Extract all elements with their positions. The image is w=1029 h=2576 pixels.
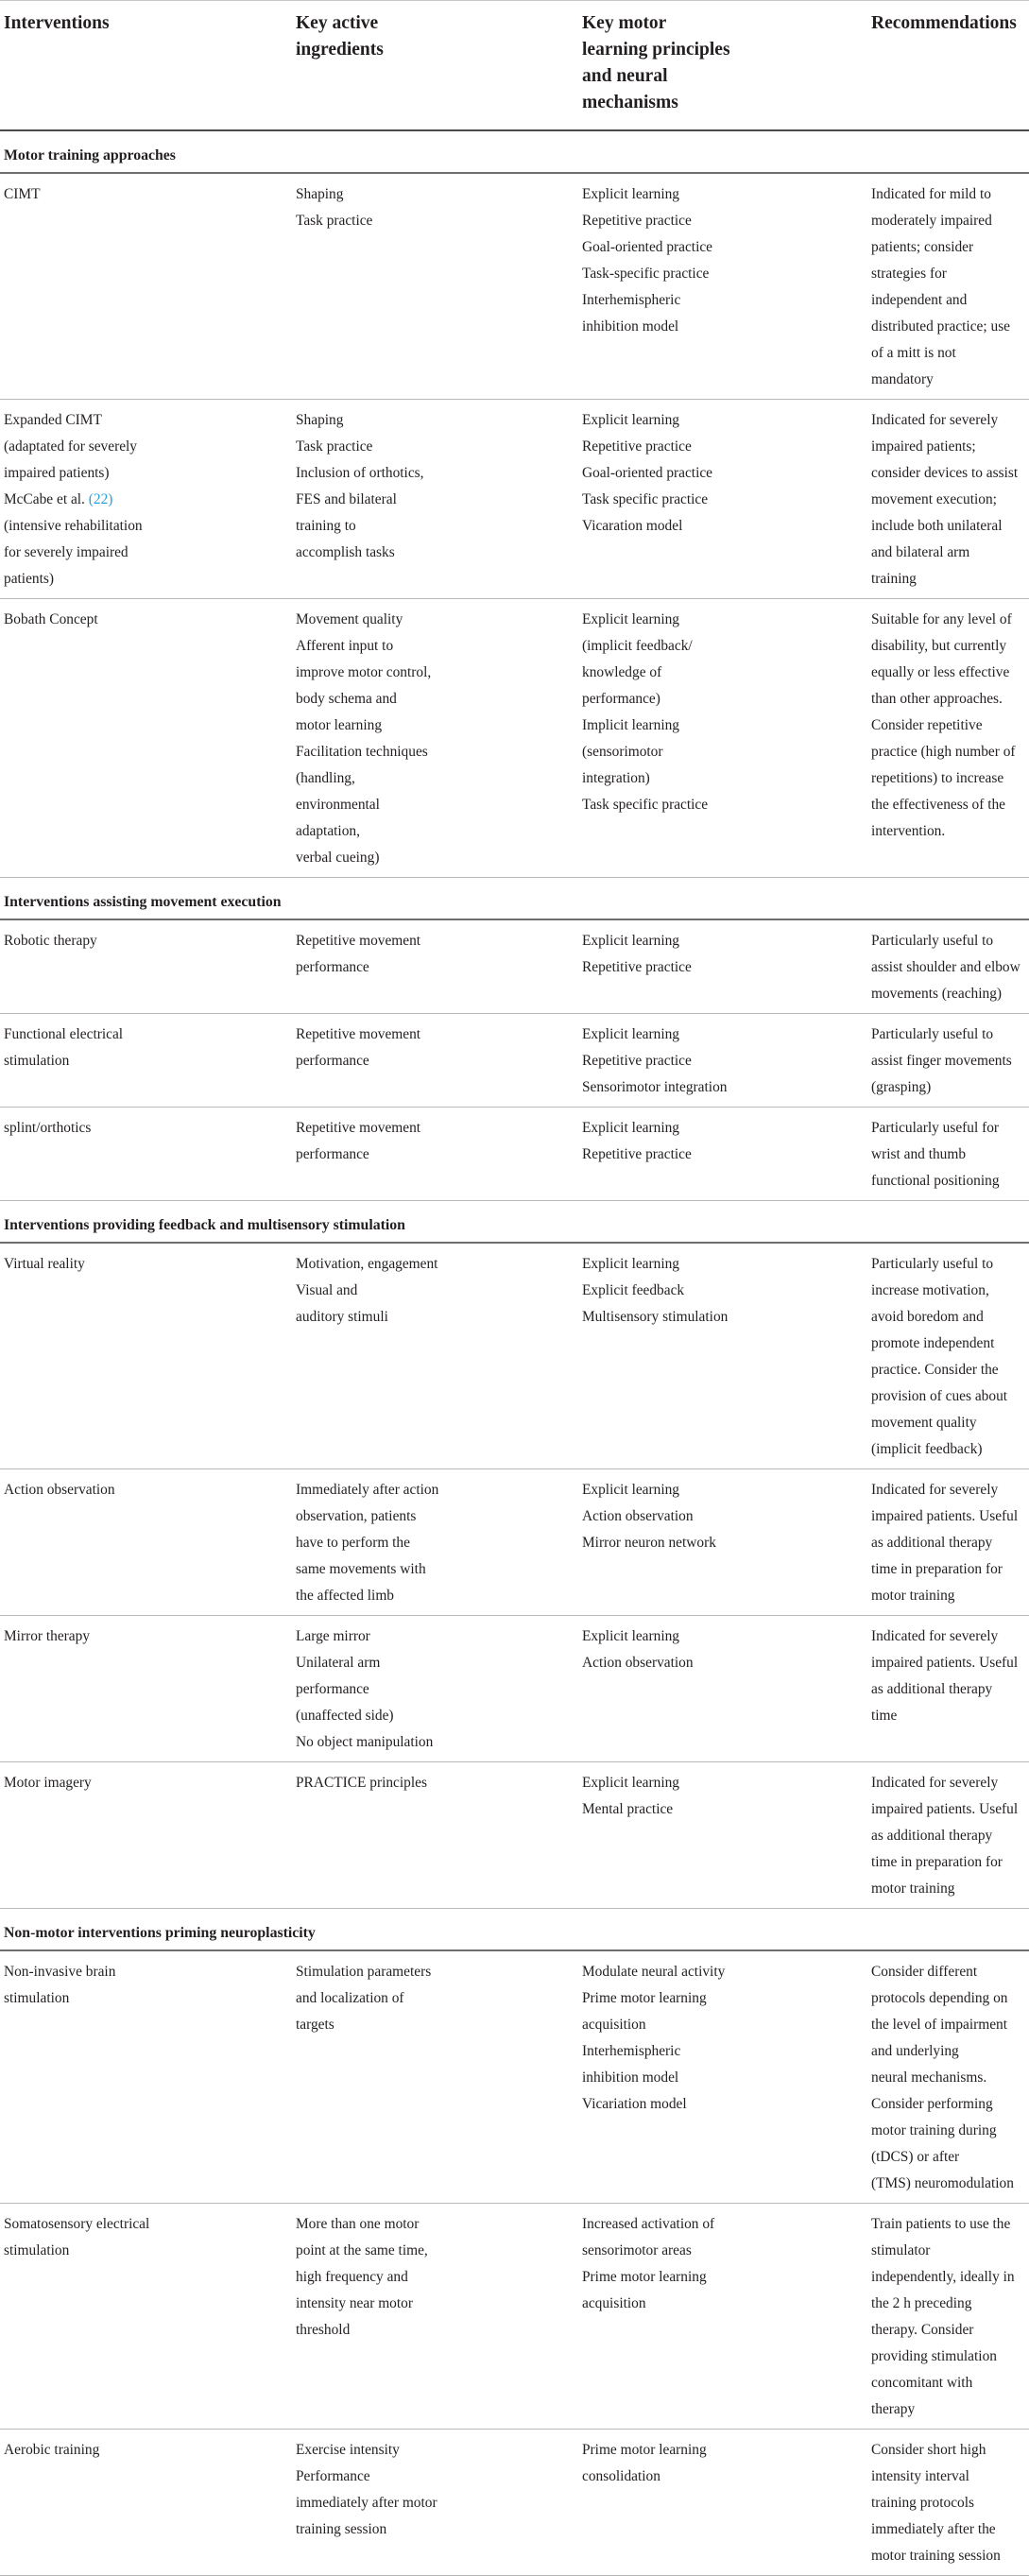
cell-line: Particularly useful to xyxy=(871,933,994,949)
cell-line: Consider short high xyxy=(871,2442,986,2458)
recommendations-cell xyxy=(871,1950,1029,2204)
cell-line: Mental practice xyxy=(582,1801,674,1817)
header-line: Recommendations xyxy=(871,13,1017,33)
cell-line: Bobath Concept xyxy=(4,611,98,627)
cell-line: stimulation xyxy=(4,1053,70,1069)
cell-line: performance xyxy=(296,1053,369,1069)
cell-line: movement execution; xyxy=(871,491,997,507)
cell-line: the level of impairment xyxy=(871,2017,1008,2033)
cell-line: stimulation xyxy=(4,1990,70,2006)
cell-line: independent and xyxy=(871,292,968,308)
cell-line: Explicit learning xyxy=(582,1120,680,1136)
cell-line: Repetitive movement xyxy=(296,1026,421,1042)
section-heading: Non-motor interventions priming neuroplasticity xyxy=(0,1909,1029,1951)
principles-cell xyxy=(582,1108,871,1201)
cell-line: Task-specific practice xyxy=(582,266,710,282)
cell-line: knowledge of xyxy=(582,664,662,680)
cell-line: performance) xyxy=(582,691,660,707)
ingredients-cell xyxy=(291,1108,582,1201)
cell-line: Consider different xyxy=(871,1964,978,1980)
ingredients-cell xyxy=(291,1950,582,2204)
principles-cell xyxy=(582,2204,871,2430)
cell-line: independently, ideally in xyxy=(871,2269,1015,2285)
cell-line: assist finger movements xyxy=(871,1053,1012,1069)
cell-line: strategies for xyxy=(871,266,947,282)
ingredients-cell xyxy=(291,1469,582,1616)
header-line: Interventions xyxy=(4,13,110,33)
cell-line: Consider performing xyxy=(871,2096,993,2112)
cell-line: Functional electrical xyxy=(4,1026,124,1042)
header-key-motor-learning-principles xyxy=(582,1,871,131)
cell-line: Train patients to use the xyxy=(871,2216,1011,2232)
intervention-cell xyxy=(0,1469,291,1616)
cell-line: include both unilateral xyxy=(871,518,1003,534)
cell-line: movement quality xyxy=(871,1415,977,1431)
cell-line: Consider repetitive xyxy=(871,717,983,733)
cell-line: (TMS) neuromodulation xyxy=(871,2175,1014,2191)
cell-line: PRACTICE principles xyxy=(296,1775,427,1791)
cell-line: patients) xyxy=(4,571,54,587)
cell-line: therapy xyxy=(871,2401,916,2417)
cell-line: threshold xyxy=(296,2322,351,2338)
recommendations-cell xyxy=(871,1762,1029,1909)
intervention-cell xyxy=(0,1014,291,1108)
cell-line: performance xyxy=(296,1681,369,1697)
table-row xyxy=(0,1243,1029,1469)
principles-cell xyxy=(582,919,871,1014)
cell-line: Virtual reality xyxy=(4,1256,85,1272)
cell-line: performance xyxy=(296,1146,369,1162)
header-line: mechanisms xyxy=(582,93,678,112)
cell-line: (tDCS) or after xyxy=(871,2149,960,2165)
cell-line: as additional therapy xyxy=(871,1535,993,1551)
cell-line: motor learning xyxy=(296,717,383,733)
cell-line: Unilateral arm xyxy=(296,1655,381,1671)
cell-line: movements (reaching) xyxy=(871,986,1003,1002)
principles-cell xyxy=(582,1469,871,1616)
table-row xyxy=(0,1762,1029,1909)
cell-line: Indicated for severely xyxy=(871,1482,999,1498)
cell-line: Interhemispheric xyxy=(582,292,681,308)
cell-line: Shaping xyxy=(296,412,344,428)
ingredients-cell xyxy=(291,1616,582,1762)
section-heading: Interventions providing feedback and multisensory stimulation xyxy=(0,1201,1029,1244)
cell-line: impaired patients. Useful xyxy=(871,1655,1019,1671)
cell-line: Explicit feedback xyxy=(582,1282,685,1298)
header-line: ingredients xyxy=(296,40,384,60)
ingredients-cell xyxy=(291,1762,582,1909)
cell-line: protocols depending on xyxy=(871,1990,1008,2006)
cell-line: training protocols xyxy=(871,2495,974,2511)
cell-line: impaired patients; xyxy=(871,438,976,455)
cell-line: Explicit learning xyxy=(582,611,680,627)
recommendations-cell xyxy=(871,1616,1029,1762)
cell-line: Task specific practice xyxy=(582,797,709,813)
cell-line: intervention. xyxy=(871,823,946,839)
citation-link[interactable]: (22) xyxy=(88,491,113,507)
cell-line: Interhemispheric xyxy=(582,2043,681,2059)
ingredients-cell xyxy=(291,400,582,599)
header-interventions xyxy=(0,1,291,131)
cell-line: Non-invasive brain xyxy=(4,1964,116,1980)
table-row xyxy=(0,2204,1029,2430)
principles-cell xyxy=(582,599,871,878)
cell-line: Large mirror xyxy=(296,1628,370,1644)
cell-line: repetitions) to increase xyxy=(871,770,1004,786)
cell-line: assist shoulder and elbow xyxy=(871,959,1020,975)
cell-line: adaptation, xyxy=(296,823,360,839)
cell-line: Multisensory stimulation xyxy=(582,1309,729,1325)
cell-line: Task practice xyxy=(296,213,373,229)
cell-line: the affected limb xyxy=(296,1588,394,1604)
ingredients-cell xyxy=(291,2430,582,2576)
cell-line: Prime motor learning xyxy=(582,2269,707,2285)
cell-line: have to perform the xyxy=(296,1535,410,1551)
cell-line: Repetitive practice xyxy=(582,959,692,975)
cell-line: verbal cueing) xyxy=(296,850,380,866)
header-line: and neural xyxy=(582,66,668,86)
cell-line: practice. Consider the xyxy=(871,1362,999,1378)
cell-line: disability, but currently xyxy=(871,638,1007,654)
cell-line: and localization of xyxy=(296,1990,404,2006)
section-row xyxy=(0,1909,1029,1951)
cell-line: Somatosensory electrical xyxy=(4,2216,150,2232)
cell-line: Performance xyxy=(296,2468,370,2484)
cell-line: promote independent xyxy=(871,1335,995,1351)
intervention-cell xyxy=(0,173,291,400)
cell-line: as additional therapy xyxy=(871,1681,993,1697)
cell-line: immediately after the xyxy=(871,2521,996,2537)
table-body xyxy=(0,130,1029,2576)
principles-cell xyxy=(582,1762,871,1909)
cell-line: motor training session xyxy=(871,2548,1001,2564)
cell-line: motor training during xyxy=(871,2122,997,2138)
cell-line: Repetitive practice xyxy=(582,1053,692,1069)
cell-line: provision of cues about xyxy=(871,1388,1008,1404)
cell-line: mandatory xyxy=(871,371,934,387)
cell-line: Mirror therapy xyxy=(4,1628,91,1644)
cell-line: point at the same time, xyxy=(296,2242,428,2258)
cell-line: body schema and xyxy=(296,691,397,707)
intervention-cell xyxy=(0,2204,291,2430)
cell-line: McCabe et al. (22) xyxy=(4,491,113,507)
cell-line: Visual and xyxy=(296,1282,358,1298)
ingredients-cell xyxy=(291,599,582,878)
cell-line: observation, patients xyxy=(296,1508,417,1524)
cell-line: Particularly useful to xyxy=(871,1256,994,1272)
cell-line: Robotic therapy xyxy=(4,933,97,949)
cell-line: Indicated for severely xyxy=(871,1775,999,1791)
cell-line: acquisition xyxy=(582,2017,646,2033)
cell-line: motor training xyxy=(871,1588,955,1604)
cell-line: patients; consider xyxy=(871,239,974,255)
cell-line: distributed practice; use xyxy=(871,318,1011,335)
cell-line: increase motivation, xyxy=(871,1282,989,1298)
cell-line: auditory stimuli xyxy=(296,1309,388,1325)
cell-line: integration) xyxy=(582,770,650,786)
section-heading: Interventions assisting movement execution xyxy=(0,878,1029,920)
cell-line: Prime motor learning xyxy=(582,2442,707,2458)
cell-line: sensorimotor areas xyxy=(582,2242,692,2258)
cell-line: Action observation xyxy=(582,1508,694,1524)
cell-line: immediately after motor xyxy=(296,2495,437,2511)
cell-line: Indicated for mild to xyxy=(871,186,991,202)
cell-line: Increased activation of xyxy=(582,2216,715,2232)
cell-line: consolidation xyxy=(582,2468,660,2484)
intervention-cell xyxy=(0,1243,291,1469)
recommendations-cell xyxy=(871,919,1029,1014)
cell-line: Explicit learning xyxy=(582,1775,680,1791)
cell-line: Explicit learning xyxy=(582,1026,680,1042)
header-recommendations xyxy=(871,1,1029,131)
principles-cell xyxy=(582,1616,871,1762)
cell-line: Vicariation model xyxy=(582,2096,687,2112)
principles-cell xyxy=(582,1014,871,1108)
cell-line: splint/orthotics xyxy=(4,1120,92,1136)
cell-line: stimulation xyxy=(4,2242,70,2258)
table-row xyxy=(0,1616,1029,1762)
ingredients-cell xyxy=(291,2204,582,2430)
intervention-cell xyxy=(0,400,291,599)
cell-line: acquisition xyxy=(582,2295,646,2311)
table-row xyxy=(0,919,1029,1014)
table-row xyxy=(0,1108,1029,1201)
table-row xyxy=(0,173,1029,400)
cell-line: Explicit learning xyxy=(582,1482,680,1498)
cell-line: Sensorimotor integration xyxy=(582,1079,728,1095)
cell-line: inhibition model xyxy=(582,2069,679,2086)
cell-line: Particularly useful for xyxy=(871,1120,1000,1136)
cell-line: inhibition model xyxy=(582,318,679,335)
cell-line: Aerobic training xyxy=(4,2442,100,2458)
cell-line: concomitant with xyxy=(871,2375,973,2391)
cell-line: Vicaration model xyxy=(582,518,683,534)
cell-line: (handling, xyxy=(296,770,355,786)
cell-line: consider devices to assist xyxy=(871,465,1019,481)
recommendations-cell xyxy=(871,1243,1029,1469)
cell-line: time in preparation for xyxy=(871,1561,1003,1577)
recommendations-cell xyxy=(871,1014,1029,1108)
ingredients-cell xyxy=(291,173,582,400)
cell-line: Suitable for any level of xyxy=(871,611,1012,627)
cell-line: Movement quality xyxy=(296,611,403,627)
cell-line: practice (high number of xyxy=(871,744,1016,760)
cell-line: than other approaches. xyxy=(871,691,1003,707)
section-row xyxy=(0,1201,1029,1244)
cell-line: impaired patients. Useful xyxy=(871,1508,1019,1524)
header-line: Key motor xyxy=(582,13,667,33)
section-row xyxy=(0,130,1029,173)
cell-line: motor training xyxy=(871,1880,955,1897)
cell-line: same movements with xyxy=(296,1561,426,1577)
cell-line: Action observation xyxy=(582,1655,694,1671)
principles-cell xyxy=(582,2430,871,2576)
cell-line: high frequency and xyxy=(296,2269,408,2285)
cell-line: Goal-oriented practice xyxy=(582,465,713,481)
cell-line: as additional therapy xyxy=(871,1828,993,1844)
header-line: learning principles xyxy=(582,40,730,60)
cell-line: training session xyxy=(296,2521,387,2537)
cell-line: Implicit learning xyxy=(582,717,680,733)
cell-line: therapy. Consider xyxy=(871,2322,974,2338)
recommendations-cell xyxy=(871,400,1029,599)
cell-line: the 2 h preceding xyxy=(871,2295,972,2311)
ingredients-cell xyxy=(291,1014,582,1108)
cell-line: More than one motor xyxy=(296,2216,420,2232)
cell-line: moderately impaired xyxy=(871,213,992,229)
cell-line: CIMT xyxy=(4,186,41,202)
recommendations-cell xyxy=(871,2430,1029,2576)
table-row xyxy=(0,2430,1029,2576)
principles-cell xyxy=(582,173,871,400)
section-row xyxy=(0,878,1029,920)
ingredients-cell xyxy=(291,919,582,1014)
cell-line: wrist and thumb xyxy=(871,1146,967,1162)
intervention-cell xyxy=(0,1616,291,1762)
cell-line: Task practice xyxy=(296,438,373,455)
cell-line: Mirror neuron network xyxy=(582,1535,716,1551)
cell-line: Explicit learning xyxy=(582,186,680,202)
cell-line: Stimulation parameters xyxy=(296,1964,432,1980)
cell-line: No object manipulation xyxy=(296,1734,434,1750)
cell-line: Facilitation techniques xyxy=(296,744,428,760)
cell-line: (sensorimotor xyxy=(582,744,663,760)
cell-line: Exercise intensity xyxy=(296,2442,400,2458)
cell-line: neural mechanisms. xyxy=(871,2069,987,2086)
cell-line: Goal-oriented practice xyxy=(582,239,713,255)
ingredients-cell xyxy=(291,1243,582,1469)
header-row xyxy=(0,1,1029,131)
cell-line: (implicit feedback) xyxy=(871,1441,983,1457)
cell-line: for severely impaired xyxy=(4,544,129,560)
cell-line: Indicated for severely xyxy=(871,412,999,428)
cell-line: Explicit learning xyxy=(582,933,680,949)
cell-line: Motivation, engagement xyxy=(296,1256,438,1272)
cell-line: functional positioning xyxy=(871,1173,1000,1189)
table-header xyxy=(0,1,1029,131)
intervention-cell xyxy=(0,599,291,878)
cell-line: avoid boredom and xyxy=(871,1309,984,1325)
table-row xyxy=(0,400,1029,599)
intervention-cell xyxy=(0,2430,291,2576)
cell-line: Repetitive practice xyxy=(582,213,692,229)
table-row xyxy=(0,599,1029,878)
intervention-cell xyxy=(0,1950,291,2204)
cell-line: (intensive rehabilitation xyxy=(4,518,143,534)
intervention-cell xyxy=(0,1762,291,1909)
table-row xyxy=(0,1014,1029,1108)
principles-cell xyxy=(582,400,871,599)
cell-line: Action observation xyxy=(4,1482,115,1498)
cell-line: Particularly useful to xyxy=(871,1026,994,1042)
cell-line: Repetitive practice xyxy=(582,1146,692,1162)
cell-line: Task specific practice xyxy=(582,491,709,507)
cell-line: environmental xyxy=(296,797,380,813)
cell-line: (adaptated for severely xyxy=(4,438,138,455)
cell-line: Indicated for severely xyxy=(871,1628,999,1644)
recommendations-cell xyxy=(871,599,1029,878)
cell-line: performance xyxy=(296,959,369,975)
cell-line: Repetitive movement xyxy=(296,933,421,949)
cell-line: accomplish tasks xyxy=(296,544,395,560)
cell-line: providing stimulation xyxy=(871,2348,997,2364)
recommendations-cell xyxy=(871,1108,1029,1201)
cell-line: equally or less effective xyxy=(871,664,1010,680)
cell-line: and bilateral arm xyxy=(871,544,970,560)
cell-line: Explicit learning xyxy=(582,1628,680,1644)
cell-line: Motor imagery xyxy=(4,1775,92,1791)
cell-line: intensity near motor xyxy=(296,2295,413,2311)
principles-cell xyxy=(582,1243,871,1469)
cell-line: Inclusion of orthotics, xyxy=(296,465,424,481)
cell-line: Afferent input to xyxy=(296,638,394,654)
header-key-active-ingredients xyxy=(291,1,582,131)
cell-line: (grasping) xyxy=(871,1079,932,1095)
recommendations-cell xyxy=(871,2204,1029,2430)
cell-line: impaired patients) xyxy=(4,465,110,481)
cell-line: and underlying xyxy=(871,2043,959,2059)
cell-line: Immediately after action xyxy=(296,1482,439,1498)
cell-line: training to xyxy=(296,518,356,534)
section-heading: Motor training approaches xyxy=(0,130,1029,173)
cell-line: Repetitive movement xyxy=(296,1120,421,1136)
cell-line: Shaping xyxy=(296,186,344,202)
cell-line: (implicit feedback/ xyxy=(582,638,693,654)
cell-line: training xyxy=(871,571,917,587)
intervention-cell xyxy=(0,919,291,1014)
intervention-cell xyxy=(0,1108,291,1201)
cell-line: Prime motor learning xyxy=(582,1990,707,2006)
cell-line: (unaffected side) xyxy=(296,1708,394,1724)
cell-line: intensity interval xyxy=(871,2468,969,2484)
table-row xyxy=(0,1469,1029,1616)
cell-line: time in preparation for xyxy=(871,1854,1003,1870)
cell-line: of a mitt is not xyxy=(871,345,956,361)
cell-line: improve motor control, xyxy=(296,664,432,680)
cell-line: targets xyxy=(296,2017,334,2033)
cell-line: stimulator xyxy=(871,2242,931,2258)
cell-line: Repetitive practice xyxy=(582,438,692,455)
cell-line: Explicit learning xyxy=(582,412,680,428)
header-line: Key active xyxy=(296,13,379,33)
table-row xyxy=(0,1950,1029,2204)
recommendations-cell xyxy=(871,173,1029,400)
cell-line: FES and bilateral xyxy=(296,491,397,507)
cell-line: the effectiveness of the xyxy=(871,797,1006,813)
cell-line: time xyxy=(871,1708,898,1724)
cell-line: Expanded CIMT xyxy=(4,412,102,428)
cell-line: impaired patients. Useful xyxy=(871,1801,1019,1817)
recommendations-cell xyxy=(871,1469,1029,1616)
cell-line: Modulate neural activity xyxy=(582,1964,726,1980)
cell-line: Explicit learning xyxy=(582,1256,680,1272)
principles-cell xyxy=(582,1950,871,2204)
